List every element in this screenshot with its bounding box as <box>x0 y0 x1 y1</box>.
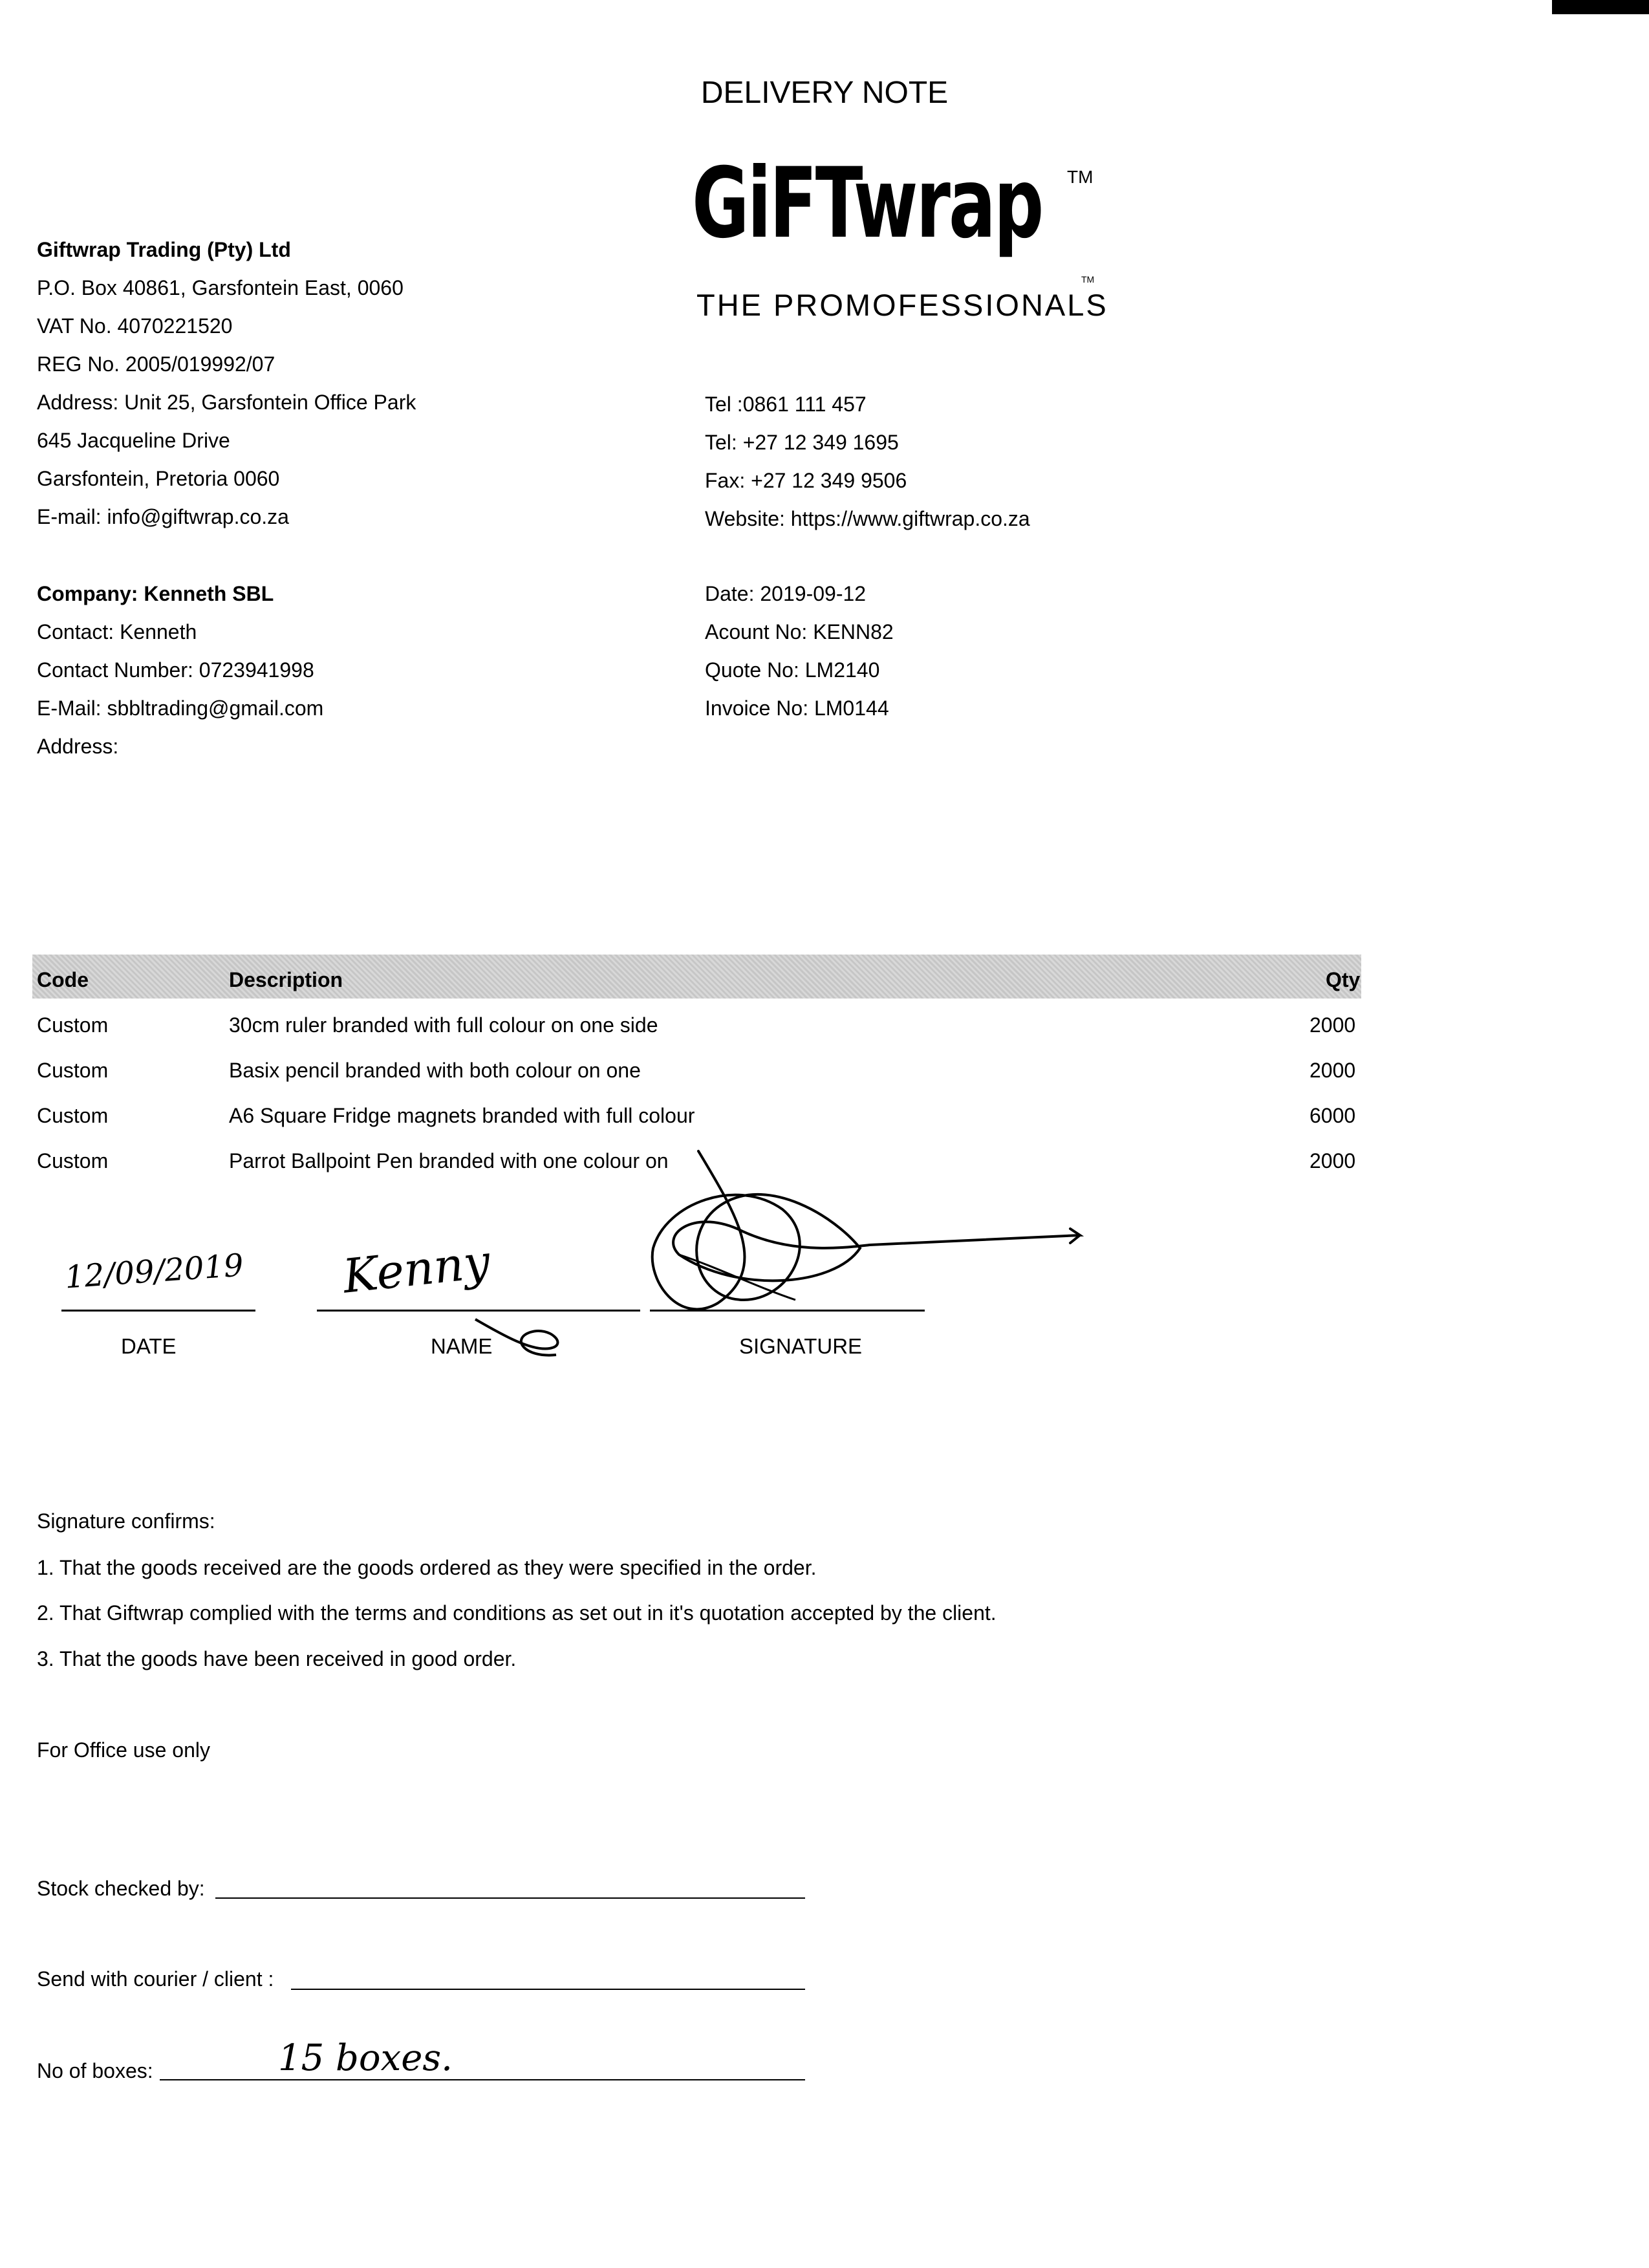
row-description: Basix pencil branded with both colour on one <box>229 1059 641 1082</box>
row-code: Custom <box>37 1104 109 1127</box>
document-title: DELIVERY NOTE <box>700 76 949 110</box>
column-header-description: Description <box>229 968 343 991</box>
sender-address-line-2: 645 Jacqueline Drive <box>37 429 230 452</box>
sender-address-line-1: Address: Unit 25, Garsfontein Office Park <box>37 391 416 414</box>
boxes-line <box>160 2079 805 2080</box>
name-flourish <box>472 1287 569 1365</box>
row-code: Custom <box>37 1149 109 1172</box>
date-line <box>61 1310 255 1312</box>
contact-tel-2: Tel: +27 12 349 1695 <box>705 431 899 454</box>
contact-fax: Fax: +27 12 349 9506 <box>705 469 907 492</box>
office-heading: For Office use only <box>37 1738 210 1762</box>
row-description: A6 Square Fridge magnets branded with full colour <box>229 1104 695 1127</box>
handwritten-name: Kenny <box>340 1234 493 1304</box>
sender-address-line-3: Garsfontein, Pretoria 0060 <box>37 467 280 490</box>
row-code: Custom <box>37 1059 109 1082</box>
handwritten-date: 12/09/2019 <box>63 1247 245 1296</box>
handwritten-signature <box>640 1138 1093 1332</box>
confirmation-heading: Signature confirms: <box>37 1509 215 1533</box>
row-qty: 2000 <box>1310 1013 1356 1037</box>
sender-company: Giftwrap Trading (Pty) Ltd <box>37 238 291 261</box>
confirmation-item: 1. That the goods received are the goods ordered as they were specified in the order. <box>37 1556 817 1579</box>
contact-tel-1: Tel :0861 111 457 <box>705 393 867 416</box>
date-label: DATE <box>121 1334 177 1358</box>
sender-po-box: P.O. Box 40861, Garsfontein East, 0060 <box>37 276 404 299</box>
customer-number: Contact Number: 0723941998 <box>37 658 314 682</box>
confirmation-item: 2. That Giftwrap complied with the terms and conditions as set out in it's quotation accepted by the client. <box>37 1601 997 1625</box>
signature-label: SIGNATURE <box>739 1334 863 1358</box>
column-header-qty: Qty <box>1326 968 1361 991</box>
doc-account-no: Acount No: KENN82 <box>705 620 894 643</box>
column-header-code: Code <box>37 968 89 991</box>
handwritten-boxes: 15 boxes. <box>278 2037 453 2079</box>
row-description: 30cm ruler branded with full colour on one side <box>229 1013 658 1037</box>
send-with-line <box>291 1989 805 1990</box>
doc-quote-no: Quote No: LM2140 <box>705 658 880 682</box>
sender-email: E-mail: info@giftwrap.co.za <box>37 505 289 528</box>
contact-website: Website: https://www.giftwrap.co.za <box>705 507 1030 530</box>
customer-contact: Contact: Kenneth <box>37 620 197 643</box>
doc-date: Date: 2019-09-12 <box>705 582 867 605</box>
sender-vat: VAT No. 4070221520 <box>37 314 233 338</box>
name-label: NAME <box>431 1334 493 1358</box>
tagline-trademark: TM <box>1081 274 1095 285</box>
logo-tagline: THE PROMOFESSIONALS <box>696 288 1108 322</box>
row-qty: 2000 <box>1310 1059 1356 1082</box>
row-qty: 6000 <box>1310 1104 1356 1127</box>
row-code: Custom <box>37 1013 109 1037</box>
logo-wordmark: GiFTwrap <box>692 147 1042 260</box>
confirmation-item: 3. That the goods have been received in good order. <box>37 1647 517 1670</box>
stock-checked-label: Stock checked by: <box>37 1877 205 1900</box>
stock-checked-line <box>215 1897 805 1899</box>
customer-address: Address: <box>37 735 119 758</box>
send-with-label: Send with courier / client : <box>37 1967 274 1991</box>
doc-invoice-no: Invoice No: LM0144 <box>705 697 889 720</box>
customer-email: E-Mail: sbbltrading@gmail.com <box>37 697 324 720</box>
row-qty: 2000 <box>1310 1149 1356 1172</box>
boxes-label: No of boxes: <box>37 2059 153 2082</box>
customer-company: Company: Kenneth SBL <box>37 582 274 605</box>
scan-edge-mark <box>1552 0 1649 14</box>
row-description: Parrot Ballpoint Pen branded with one colour on <box>229 1149 669 1172</box>
sender-reg: REG No. 2005/019992/07 <box>37 352 275 376</box>
logo-trademark: TM <box>1067 167 1094 187</box>
